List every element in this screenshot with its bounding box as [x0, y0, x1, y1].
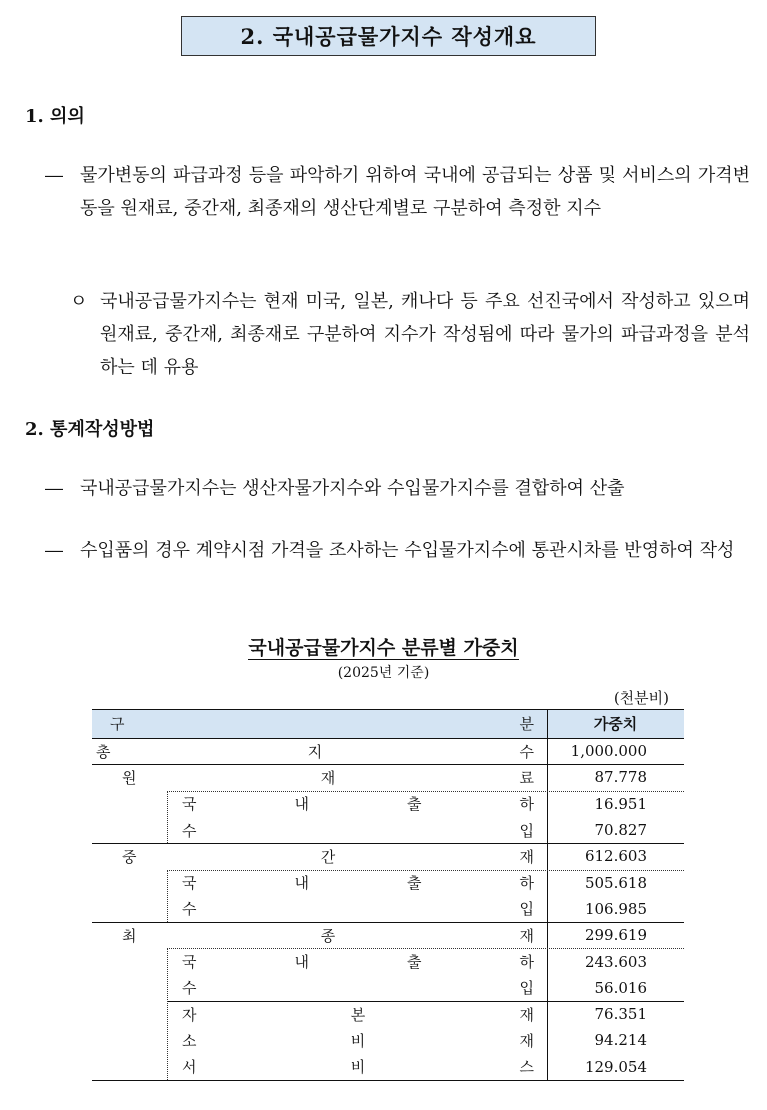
label-char: 내 — [294, 795, 309, 814]
label-char: 수 — [182, 900, 197, 919]
label-char: 총 — [96, 742, 111, 761]
label-char: 지 — [307, 742, 323, 761]
table-subtitle: (2025년 기준) — [337, 665, 430, 681]
row-value: 129.054 — [584, 1057, 647, 1076]
row-value: 87.778 — [594, 768, 647, 787]
paragraph-text: 국내공급물가지수는 현재 미국, 일본, 캐나다 등 주요 선진국에서 작성하고 있으며 원재료, 중간재, 최종재로 구분하여 지수가 작성됨에 따라 물가의 파급과정을 분석하는 데 유용 — [100, 291, 750, 378]
label-char: 수 — [519, 742, 534, 761]
row-label — [122, 922, 534, 948]
label-char: 입 — [519, 821, 534, 840]
row-label — [182, 1027, 534, 1053]
table-row — [92, 922, 684, 948]
group-bracket — [167, 870, 168, 923]
label-char: 재 — [519, 847, 534, 866]
weights-table — [92, 709, 684, 1080]
label-char: 국 — [182, 953, 197, 972]
label-char: 출 — [407, 953, 422, 972]
row-value: 505.618 — [584, 873, 647, 892]
table-title: 국내공급물가지수 분류별 가중치 — [248, 637, 519, 659]
table-row — [92, 817, 684, 843]
label-char: 재 — [519, 1005, 534, 1024]
table-row — [92, 738, 684, 764]
table-rule — [167, 870, 684, 871]
row-label — [182, 948, 534, 974]
row-value: 76.351 — [594, 1005, 647, 1024]
table-rule — [167, 948, 684, 949]
label-char: 자 — [182, 1005, 197, 1024]
dash-bullet: ― — [45, 165, 63, 186]
page-title: 2. 국내공급물가지수 작성개요 — [181, 16, 596, 56]
section-heading-purpose: 1. 의의 — [25, 106, 85, 127]
row-value: 56.016 — [594, 978, 647, 997]
table-top-rule — [92, 709, 684, 710]
row-value: 1,000.000 — [570, 742, 647, 761]
row-value: 70.827 — [594, 821, 647, 840]
label-char: 원 — [122, 768, 137, 787]
table-rule — [92, 922, 684, 923]
label-char: 하 — [519, 953, 534, 972]
label-char: 비 — [350, 1058, 366, 1077]
header-rule — [92, 738, 684, 739]
table-row — [92, 975, 684, 1001]
label-char: 수 — [182, 979, 197, 998]
label-char: 재 — [519, 926, 534, 945]
label-char: 출 — [407, 874, 422, 893]
table-unit: (천분비) — [613, 689, 669, 707]
label-char: 출 — [407, 795, 422, 814]
table-rule — [92, 843, 684, 844]
paragraph-text: 국내공급물가지수는 생산자물가지수와 수입물가지수를 결합하여 산출 — [80, 478, 625, 499]
label-char: 하 — [519, 795, 534, 814]
table-row — [92, 1054, 684, 1080]
label-char: 국 — [182, 874, 197, 893]
label-char: 서 — [182, 1058, 197, 1077]
label-char: 재 — [519, 1031, 534, 1050]
table-row — [92, 948, 684, 974]
label-char: 비 — [350, 1031, 366, 1050]
table-row — [92, 791, 684, 817]
table-rule — [167, 1001, 684, 1002]
label-char: 료 — [519, 768, 534, 787]
label-char: 내 — [294, 953, 309, 972]
table-row — [92, 896, 684, 922]
row-value: 299.619 — [584, 926, 647, 945]
label-char: 최 — [122, 926, 137, 945]
label-char: 간 — [320, 847, 336, 866]
table-header — [92, 709, 684, 738]
table-row — [92, 1001, 684, 1027]
header-label: 구 분 — [110, 715, 534, 733]
table-row — [92, 1027, 684, 1053]
row-value: 243.603 — [584, 952, 647, 971]
table-rule — [167, 791, 684, 792]
table-row — [92, 764, 684, 790]
label-char: 수 — [182, 821, 197, 840]
row-label — [96, 738, 534, 764]
label-char: 중 — [122, 847, 137, 866]
label-char: 소 — [182, 1031, 197, 1050]
table-row — [92, 843, 684, 869]
circle-bullet: ㅇ — [70, 291, 88, 312]
table-row — [92, 869, 684, 895]
row-value: 94.214 — [594, 1031, 647, 1050]
header-weight: 가중치 — [593, 715, 638, 733]
row-value: 16.951 — [594, 794, 647, 813]
label-char: 종 — [320, 926, 336, 945]
row-label — [122, 843, 534, 869]
paragraph-definition — [45, 159, 750, 225]
dash-bullet: ― — [45, 540, 63, 561]
row-label — [182, 817, 534, 843]
table-body — [92, 738, 684, 1080]
label-char: 스 — [519, 1058, 534, 1077]
label-char: 내 — [294, 874, 309, 893]
group-bracket — [167, 948, 168, 1080]
paragraph-text: 물가변동의 파급과정 등을 파악하기 위하여 국내에 공급되는 상품 및 서비스의 가격변동을 원재료, 중간재, 최종재의 생산단계별로 구분하여 측정한 지수 — [80, 165, 750, 219]
row-label — [182, 869, 534, 895]
paragraph-compilation — [45, 472, 750, 505]
dash-bullet: ― — [45, 478, 63, 499]
row-label — [182, 896, 534, 922]
label-char: 입 — [519, 900, 534, 919]
paragraph-import-lag — [45, 534, 750, 567]
label-char: 본 — [350, 1005, 366, 1024]
row-label — [182, 975, 534, 1001]
row-label — [182, 1054, 534, 1080]
paragraph-text: 수입품의 경우 계약시점 가격을 조사하는 수입물가지수에 통관시차를 반영하여 작성 — [80, 540, 735, 561]
table-rule — [92, 764, 684, 765]
label-char: 입 — [519, 979, 534, 998]
row-label — [122, 764, 534, 790]
group-bracket — [167, 791, 168, 844]
section-heading-method: 2. 통계작성방법 — [25, 419, 155, 440]
label-char: 국 — [182, 795, 197, 814]
label-char: 하 — [519, 874, 534, 893]
row-value: 106.985 — [584, 899, 647, 918]
table-bottom-rule — [92, 1080, 684, 1081]
paragraph-usage — [70, 285, 750, 384]
label-char: 재 — [320, 768, 336, 787]
row-value: 612.603 — [584, 847, 647, 866]
row-label — [182, 791, 534, 817]
row-label — [182, 1001, 534, 1027]
